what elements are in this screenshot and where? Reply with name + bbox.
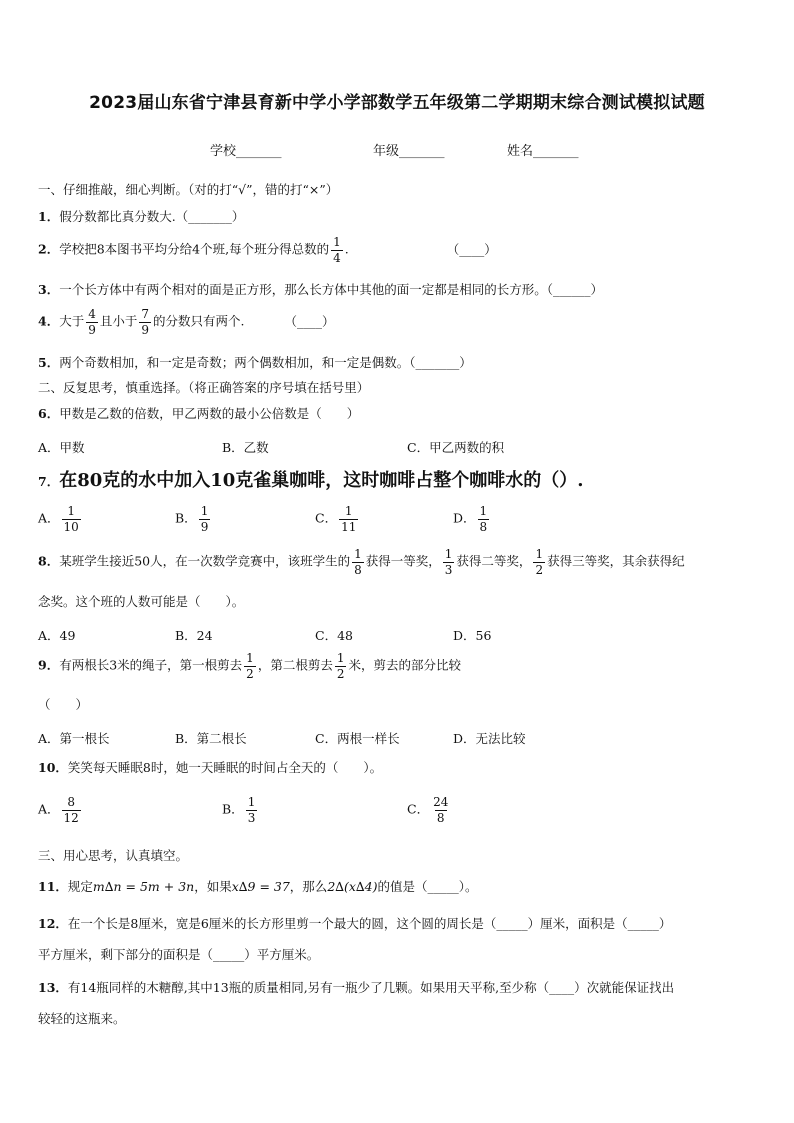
question-text: 甲数是乙数的倍数，甲乙两数的最小公倍数是（ ） (59, 406, 360, 421)
question-12 (38, 916, 671, 931)
question-4: 4．大于 $\frac{4}{9}$ 且小于 $\frac{7}{9}$ 的分数只有两个. （____） (38, 307, 335, 337)
question-2: 2．学校把8本图书平均分给4个班,每个班分得总数的 $\frac{1}{4}$ . （____） (38, 235, 497, 265)
question-number: 7． (38, 474, 60, 489)
q6-option-a: A．甲数 (38, 440, 85, 455)
fraction: $\frac{1}{2}$ (336, 651, 345, 681)
math-expression: 2∆(x∆4) (327, 879, 378, 894)
q7-option-b: B． $\frac{1}{9}$ (175, 504, 209, 534)
name-field: 姓名_______ (507, 144, 579, 159)
section-2-heading: 二、反复思考，慎重选择。（将正确答案的序号填在括号里） (38, 380, 370, 395)
question-number: 5． (38, 355, 60, 370)
answer-blank: （____） (446, 241, 497, 257)
section-1-heading: 一、仔细推敲，细心判断。（对的打“√”，错的打“×”） (38, 182, 339, 197)
question-number: 10． (38, 760, 68, 775)
question-7 (38, 470, 584, 492)
question-number: 6． (38, 406, 60, 421)
question-text: 假分数都比真分数大.（_______） (59, 209, 245, 224)
q9-option-c: C．两根一样长 (315, 731, 400, 746)
question-number: 1． (38, 209, 60, 224)
q9-option-b: B．第二根长 (175, 731, 247, 746)
question-text: 两个奇数相加，和一定是奇数；两个偶数相加，和一定是偶数。（_______） (59, 355, 472, 370)
q7-option-d: D． $\frac{1}{8}$ (453, 504, 488, 534)
q7-option-c: C． $\frac{1}{11}$ (315, 504, 357, 534)
q7-option-a: A． $\frac{1}{10}$ (38, 504, 79, 534)
question-number: 12． (38, 916, 68, 931)
answer-blank: （____） (284, 313, 335, 329)
question-number: 9． (38, 657, 60, 673)
question-8-line-2: 念奖。这个班的人数可能是（ ）。 (38, 594, 245, 609)
section-3-heading: 三、用心思考，认真填空。 (38, 848, 189, 863)
q6-option-b: B．乙数 (222, 440, 269, 455)
question-9: 9．有两根长3米的绳子，第一根剪去 $\frac{1}{2}$ ，第二根剪去 $\frac{1}{2}$ 米，剪去的部分比较 (38, 651, 461, 681)
fraction: $\frac{1}{4}$ (333, 235, 341, 265)
q9-option-d: D．无法比较 (453, 731, 526, 746)
fraction: $\frac{1}{8}$ (354, 547, 362, 577)
question-12-line-2: 平方厘米，剩下部分的面积是（_____）平方厘米。 (38, 947, 320, 962)
question-11: 11．规定m∆n = 5m + 3n，如果x∆9 = 37，那么2∆(x∆4)的值是（_____）。 (38, 879, 478, 894)
question-text: 笑笑每天睡眠8时，她一天睡眠的时间占全天的（ ）。 (67, 760, 383, 775)
question-1 (38, 209, 244, 224)
question-text: 在一个长是8厘米，宽是6厘米的长方形里剪一个最大的圆，这个圆的周长是（_____）厘米，面积是（_____） (67, 916, 672, 931)
question-10 (38, 760, 382, 775)
question-3 (38, 282, 603, 297)
question-text: 学校把8本图书平均分给4个班,每个班分得总数的 (59, 241, 330, 257)
school-field: 学校_______ (210, 144, 282, 159)
q8-option-b: B．24 (175, 628, 213, 643)
q10-option-c: C． $\frac{24}{8}$ (407, 795, 449, 825)
question-number: 2． (38, 241, 60, 257)
question-text: 有14瓶同样的木糖醇,其中13瓶的质量相同,另有一瓶少了几颗。如果用天平称,至少称（____）次就能保证找出 (67, 980, 675, 995)
question-number: 13． (38, 980, 68, 995)
fraction: $\frac{1}{3}$ (444, 547, 453, 577)
question-9-line-2: （ ） (38, 697, 89, 712)
page-title: 2023届山东省宁津县育新中学小学部数学五年级第二学期期末综合测试模拟试题 (89, 93, 705, 113)
question-number: 4． (38, 313, 60, 329)
q6-option-c: C．甲乙两数的积 (407, 440, 505, 455)
q9-option-a: A．第一根长 (38, 731, 110, 746)
fraction: $\frac{1}{2}$ (535, 547, 544, 577)
q10-option-b: B． $\frac{1}{3}$ (222, 795, 256, 825)
question-8: 8．某班学生接近50人，在一次数学竞赛中，该班学生的 $\frac{1}{8}$ 获得一等奖， $\frac{1}{3}$ 获得二等奖， $\frac{1}{2}$ 获得三等奖，其余获得纪 (38, 547, 685, 577)
q8-option-a: A．49 (38, 628, 76, 643)
q8-option-c: C．48 (315, 628, 353, 643)
question-text: 一个长方体中有两个相对的面是正方形，那么长方体中其他的面一定都是相同的长方形。（______） (59, 282, 603, 297)
fraction: $\frac{1}{2}$ (246, 651, 254, 681)
q10-option-a: A． $\frac{8}{12}$ (38, 795, 79, 825)
math-expression: x∆9 = 37 (231, 879, 290, 894)
question-13 (38, 980, 674, 995)
grade-field: 年级_______ (373, 144, 445, 159)
question-number: 3． (38, 282, 60, 297)
question-number: 8． (38, 553, 60, 569)
question-6 (38, 406, 359, 421)
question-text: 在80克的水中加入10克雀巢咖啡，这时咖啡占整个咖啡水的（）. (59, 470, 584, 491)
question-13-line-2: 较轻的这瓶来。 (38, 1011, 126, 1026)
math-expression: m∆n = 5m + 3n (92, 879, 195, 894)
fraction: $\frac{4}{9}$ (88, 307, 96, 337)
question-number: 11． (38, 879, 68, 894)
q8-option-d: D．56 (453, 628, 492, 643)
question-5 (38, 355, 472, 370)
fraction: $\frac{7}{9}$ (141, 307, 150, 337)
